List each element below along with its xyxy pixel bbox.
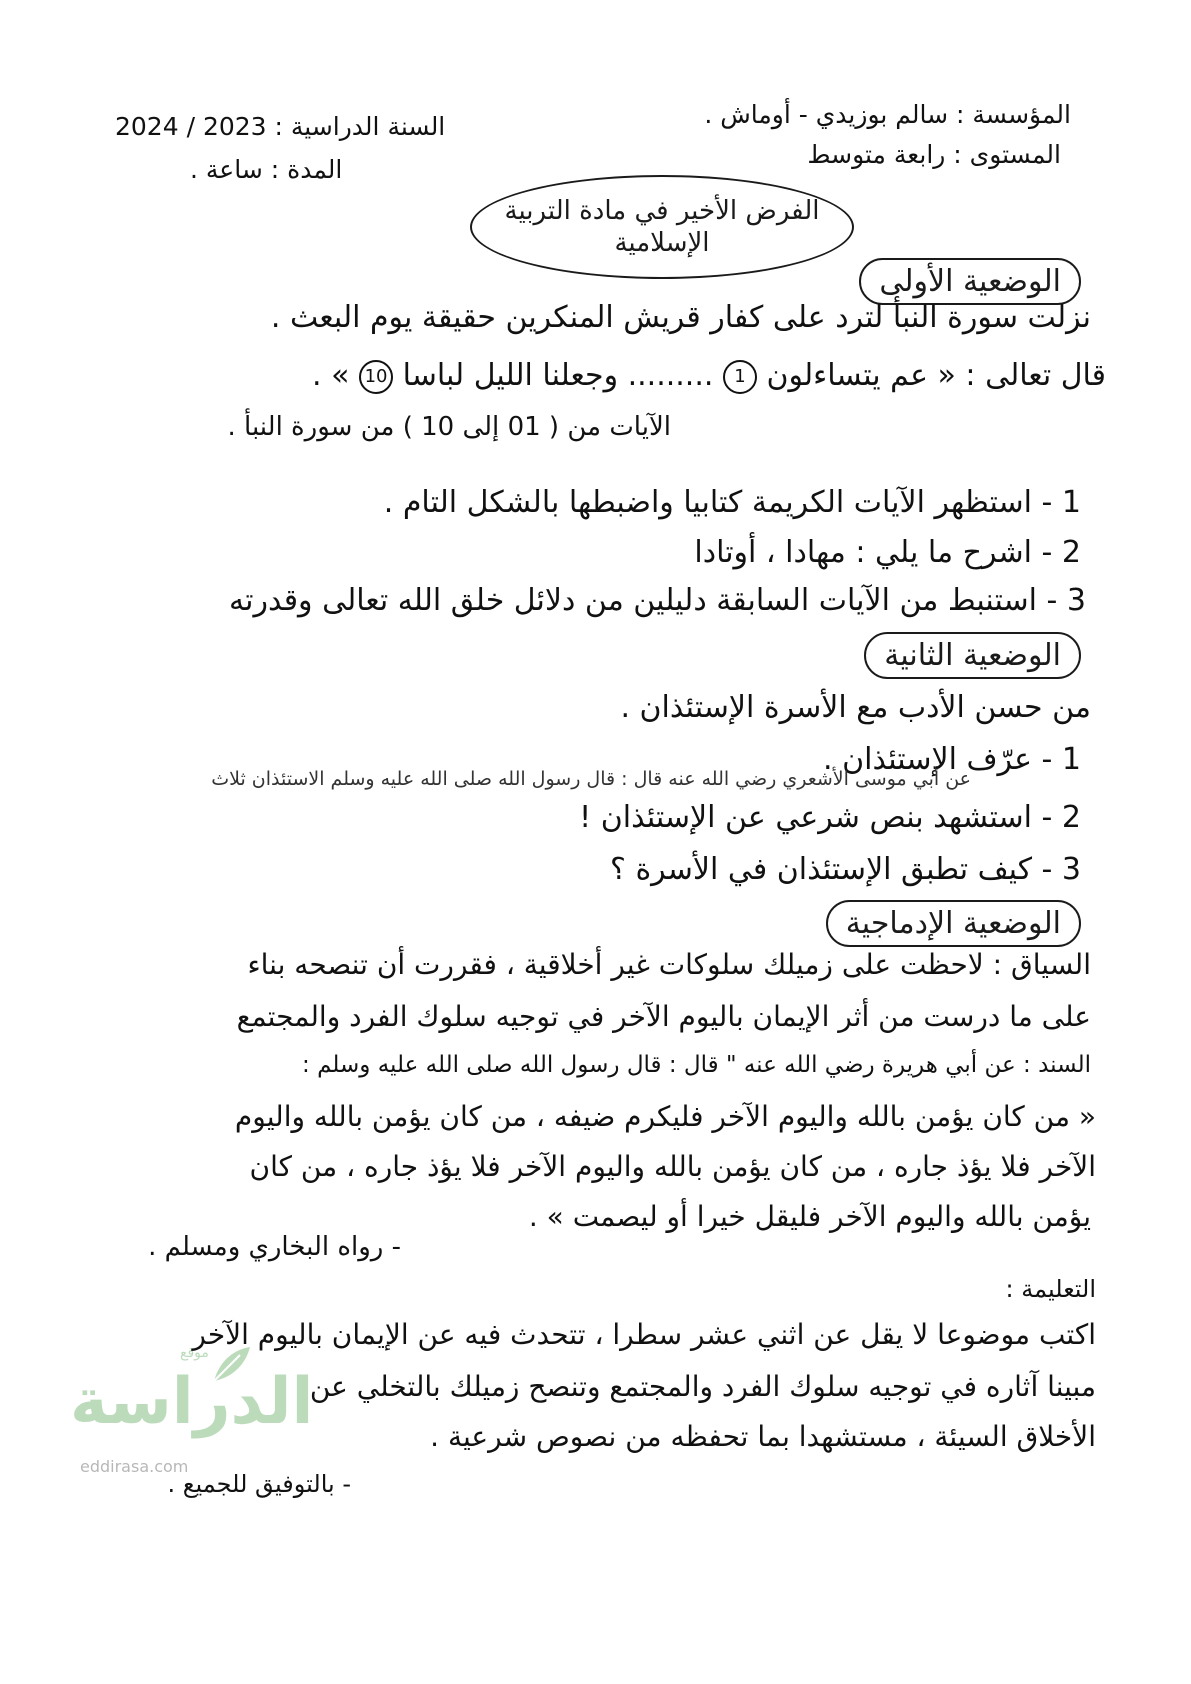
- context-line-2: على ما درست من أثر الإيمان باليوم الآخر في توجيه سلوك الفرد والمجتمع: [236, 1000, 1091, 1033]
- closing-line: - بالتوفيق للجميع .: [167, 1470, 351, 1498]
- instruction-label: التعليمة :: [1005, 1275, 1096, 1303]
- verse-number-start: 1: [723, 360, 757, 394]
- hadith-line-3: يؤمن بالله واليوم الآخر فليقل خيرا أو ليصمت » .: [528, 1200, 1091, 1233]
- instruction-line-1: اكتب موضوعا لا يقل عن اثني عشر سطرا ، تتحدث فيه عن الإيمان باليوم الآخر: [192, 1318, 1096, 1351]
- situation2-title: الوضعية الثانية: [864, 632, 1081, 679]
- situation2-q1-answer: عن أبي موسى الأشعري رضي الله عنه قال : قال رسول الله صلى الله عليه وسلم الاستئذان ثلاث: [211, 768, 971, 790]
- verse-prefix: قال تعالى : « عم يتساءلون: [766, 358, 1106, 393]
- watermark-url: eddirasa.com: [80, 1457, 189, 1476]
- situation1-q1: 1 - استظهر الآيات الكريمة كتابيا واضبطها بالشكل التام .: [383, 485, 1081, 520]
- verses-reference: الآيات من ( 01 إلى 10 ) من سورة النبأ .: [227, 412, 671, 442]
- school-year: السنة الدراسية : 2023 / 2024: [115, 112, 446, 141]
- situation1-verse: [312, 358, 1106, 394]
- watermark-small-text: موقع: [180, 1345, 209, 1361]
- narrator: - رواه البخاري ومسلم .: [148, 1232, 401, 1262]
- verse-number-end: 10: [359, 360, 393, 394]
- instruction-line-2: مبينا آثاره في توجيه سلوك الفرد والمجتمع وتنصح زميلك بالتخلي عن: [309, 1370, 1096, 1403]
- situation1-q2: 2 - اشرح ما يلي : مهادا ، أوتادا: [694, 535, 1081, 570]
- situation2-intro: من حسن الأدب مع الأسرة الإستئذان .: [620, 690, 1091, 725]
- situation1-intro: نزلت سورة النبأ لترد على كفار قريش المنكرين حقيقة يوم البعث .: [270, 300, 1091, 335]
- hadith-line-2: الآخر فلا يؤذ جاره ، من كان يؤمن بالله واليوم الآخر فلا يؤذ جاره ، من كان: [249, 1150, 1096, 1183]
- institution-line: المؤسسة : سالم بوزيدي - أوماش .: [704, 100, 1071, 129]
- situation1-title: الوضعية الأولى: [859, 258, 1081, 305]
- situation3-title: الوضعية الإدماجية: [826, 900, 1081, 947]
- situation2-q3: 3 - كيف تطبق الإستئذان في الأسرة ؟: [609, 852, 1081, 887]
- verse-middle: ......... وجعلنا الليل لباسا: [402, 358, 714, 393]
- instruction-line-3: الأخلاق السيئة ، مستشهدا بما تحفظه من نصوص شرعية .: [430, 1420, 1096, 1453]
- situation2-q2: 2 - استشهد بنص شرعي عن الإستئذان !: [579, 800, 1081, 835]
- verse-suffix: » .: [312, 358, 350, 393]
- context-line-1: السياق : لاحظت على زميلك سلوكات غير أخلاقية ، فقررت أن تنصحه بناء: [247, 948, 1091, 981]
- watermark-site-name: الدراسة: [70, 1365, 314, 1439]
- hadith-line-1: « من كان يؤمن بالله واليوم الآخر فليكرم ضيفه ، من كان يؤمن بالله واليوم: [234, 1100, 1096, 1133]
- site-watermark: [70, 1345, 314, 1495]
- situation2-q1: 1 - عرّف الإستئذان .: [823, 742, 1081, 777]
- duration-line: المدة : ساعة .: [190, 155, 343, 184]
- situation1-q3: 3 - استنبط من الآيات السابقة دليلين من دلائل خلق الله تعالى وقدرته: [229, 583, 1086, 618]
- support-label: السند : عن أبي هريرة رضي الله عنه " قال : قال رسول الله صلى الله عليه وسلم :: [302, 1052, 1091, 1078]
- exam-title: الفرض الأخير في مادة التربية الإسلامية: [470, 175, 854, 279]
- level-line: المستوى : رابعة متوسط: [807, 140, 1061, 169]
